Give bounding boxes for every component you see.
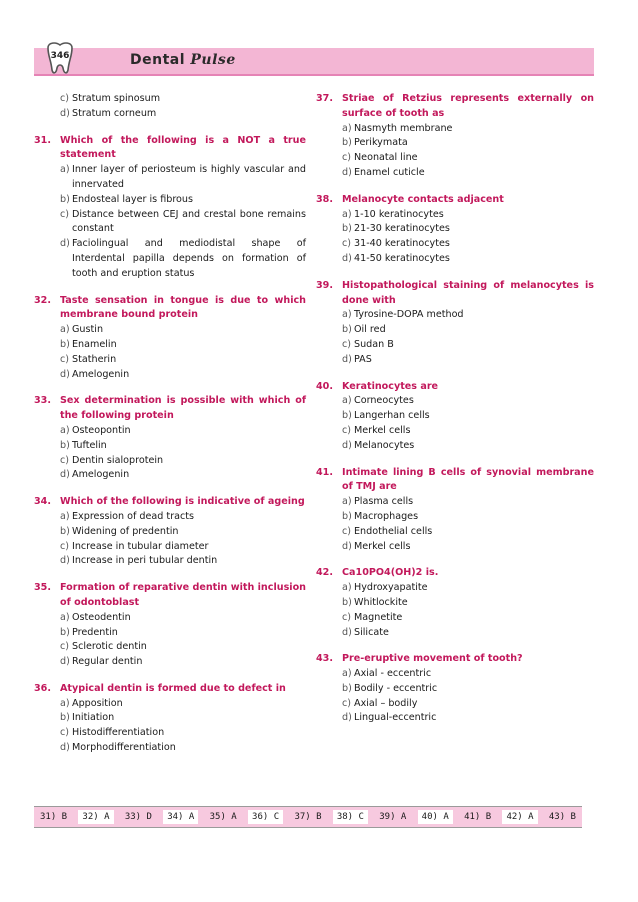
option xyxy=(60,208,306,238)
option-text: Regular dentin xyxy=(72,656,143,668)
answer-item: 35) A xyxy=(209,812,237,822)
option-text: Dentin sialoprotein xyxy=(72,454,164,466)
option xyxy=(60,711,306,726)
answer-item: 36) C xyxy=(248,810,283,824)
option-text: Corneocytes xyxy=(354,395,414,407)
option-text: PAS xyxy=(354,353,372,365)
option xyxy=(342,495,594,510)
question-block xyxy=(316,193,594,267)
option-text: Endothelial cells xyxy=(354,525,433,537)
option-text: Inner layer of periosteum is highly vascular and innervated xyxy=(72,164,306,190)
option xyxy=(60,540,306,555)
option xyxy=(342,394,594,409)
option-letter: c) xyxy=(60,727,70,739)
option-letter: d) xyxy=(60,368,70,380)
answer-item: 32) A xyxy=(78,810,113,824)
option-text: Initiation xyxy=(72,712,115,724)
question-text: Ca10PO4(OH)2 is. xyxy=(342,567,439,579)
question-number: 33. xyxy=(34,395,51,407)
option xyxy=(342,252,594,267)
option xyxy=(60,353,306,368)
option-letter: c) xyxy=(342,238,352,250)
question-block xyxy=(34,92,306,122)
question-block xyxy=(316,92,594,181)
option-letter: c) xyxy=(342,424,352,436)
option-text: Increase in peri tubular dentin xyxy=(72,555,218,567)
option-letter: a) xyxy=(342,122,352,134)
option-letter: a) xyxy=(60,164,70,176)
option-text: 1-10 keratinocytes xyxy=(354,208,444,220)
option-letter: d) xyxy=(60,469,70,481)
option xyxy=(60,323,306,338)
option xyxy=(342,424,594,439)
option-letter: a) xyxy=(342,395,352,407)
option xyxy=(60,726,306,741)
option-letter: a) xyxy=(342,668,352,680)
option-text: 41-50 keratinocytes xyxy=(354,252,450,264)
option-text: Widening of predentin xyxy=(72,525,179,537)
option-letter: b) xyxy=(60,193,70,205)
option xyxy=(60,611,306,626)
option-letter: d) xyxy=(60,742,70,754)
answer-item: 38) C xyxy=(333,810,368,824)
question-number: 38. xyxy=(316,193,333,205)
option xyxy=(60,468,306,483)
option-text: Merkel cells xyxy=(354,540,411,552)
question-block xyxy=(316,279,594,368)
option-text: Stratum spinosum xyxy=(72,93,161,104)
option xyxy=(60,107,306,122)
option-text: Melanocytes xyxy=(354,439,415,451)
option-text: 21-30 keratinocytes xyxy=(354,223,450,235)
option-letter: a) xyxy=(60,324,70,336)
option-letter: c) xyxy=(60,540,70,552)
option-letter: c) xyxy=(60,93,70,104)
option xyxy=(342,510,594,525)
option-letter: c) xyxy=(60,353,70,365)
question-block xyxy=(316,652,594,726)
option-letter: c) xyxy=(342,338,352,350)
option-text: Expression of dead tracts xyxy=(72,510,195,522)
question-number: 35. xyxy=(34,582,51,594)
option xyxy=(60,525,306,540)
option-letter: b) xyxy=(342,510,352,522)
question-text: Keratinocytes are xyxy=(342,380,439,392)
option-text: Tyrosine-DOPA method xyxy=(354,309,464,321)
question-text: Formation of reparative dentin with inclusion of odontoblast xyxy=(60,582,306,608)
option xyxy=(60,92,306,107)
option xyxy=(342,525,594,540)
option-text: Osteodentin xyxy=(72,611,131,623)
question-block xyxy=(316,380,594,454)
option-text: Sudan B xyxy=(354,338,394,350)
option-letter: b) xyxy=(60,525,70,537)
option-text: Silicate xyxy=(354,626,389,638)
option-text: Distance between CEJ and crestal bone remains constant xyxy=(72,208,306,235)
question-number: 42. xyxy=(316,567,333,579)
option-letter: a) xyxy=(60,510,70,522)
option-text: Morphodifferentiation xyxy=(72,742,176,754)
option-text: Merkel cells xyxy=(354,424,411,436)
question-text: Atypical dentin is formed due to defect in xyxy=(60,682,286,694)
answer-item: 31) B xyxy=(40,812,68,822)
option-letter: b) xyxy=(342,223,352,235)
option-text: Macrophages xyxy=(354,510,419,522)
option-text: Stratum corneum xyxy=(72,107,157,119)
option-letter: d) xyxy=(342,626,352,638)
option xyxy=(342,353,594,368)
option-text: Axial - eccentric xyxy=(354,668,432,680)
option-letter: b) xyxy=(342,410,352,422)
option xyxy=(342,166,594,181)
option-letter: d) xyxy=(342,540,352,552)
option xyxy=(60,338,306,353)
question-text: Which of the following is indicative of ageing xyxy=(60,496,305,508)
option xyxy=(60,439,306,454)
option-text: 31-40 keratinocytes xyxy=(354,238,450,250)
option xyxy=(342,323,594,338)
option xyxy=(342,308,594,323)
option xyxy=(60,454,306,469)
option-text: Hydroxyapatite xyxy=(354,582,428,594)
brand-prefix: Dental xyxy=(130,52,186,68)
option-letter: a) xyxy=(342,208,352,220)
option-text: Tuftelin xyxy=(72,439,107,451)
option xyxy=(60,237,306,281)
option xyxy=(342,151,594,166)
answer-item: 39) A xyxy=(379,812,407,822)
answer-item: 37) B xyxy=(294,812,322,822)
option-letter: c) xyxy=(342,697,352,709)
option-letter: b) xyxy=(342,596,352,608)
question-block xyxy=(34,134,306,282)
question-text: Melanocyte contacts adjacent xyxy=(342,193,504,205)
option-letter: d) xyxy=(60,238,70,250)
option-letter: b) xyxy=(60,712,70,724)
option-text: Oil red xyxy=(354,324,386,336)
question-number: 31. xyxy=(34,134,51,146)
question-number: 36. xyxy=(34,682,51,694)
option-text: Osteopontin xyxy=(72,424,131,436)
answer-key-bar xyxy=(34,806,582,828)
option-letter: b) xyxy=(60,439,70,451)
option xyxy=(60,424,306,439)
option-letter: a) xyxy=(60,424,70,436)
option xyxy=(342,439,594,454)
option-letter: a) xyxy=(60,611,70,623)
option-letter: b) xyxy=(342,682,352,694)
option-letter: c) xyxy=(342,152,352,164)
option-text: Faciolingual and mediodistal shape of Interdental papilla depends on formation of tooth and eruption status xyxy=(72,238,306,279)
option-text: Langerhan cells xyxy=(354,410,430,422)
question-number: 43. xyxy=(316,653,333,665)
option-text: Magnetite xyxy=(354,611,403,623)
option-letter: d) xyxy=(60,555,70,567)
option-letter: d) xyxy=(342,166,352,178)
option xyxy=(342,611,594,626)
option-text: Increase in tubular diameter xyxy=(72,540,209,552)
question-number: 39. xyxy=(316,279,333,291)
option-letter: a) xyxy=(342,309,352,321)
option xyxy=(342,596,594,611)
left-column xyxy=(34,92,306,768)
answer-item: 43) B xyxy=(548,812,576,822)
question-block xyxy=(34,394,306,483)
option xyxy=(342,237,594,252)
option-text: Apposition xyxy=(72,697,123,709)
option-text: Enamelin xyxy=(72,338,117,350)
question-number: 32. xyxy=(34,294,51,306)
answer-item: 41) B xyxy=(464,812,492,822)
option xyxy=(60,510,306,525)
option-text: Bodily - eccentric xyxy=(354,682,438,694)
option-letter: d) xyxy=(342,252,352,264)
option-text: Nasmyth membrane xyxy=(354,122,453,134)
option-letter: c) xyxy=(60,208,70,220)
page-number: 346 xyxy=(50,51,70,61)
question-text: Histopathological staining of melanocytes is done with xyxy=(342,279,594,306)
answer-item: 42) A xyxy=(502,810,537,824)
question-text: Pre-eruptive movement of tooth? xyxy=(342,653,523,665)
option-text: Amelogenin xyxy=(72,368,130,380)
option xyxy=(60,741,306,756)
option xyxy=(342,208,594,223)
option-letter: b) xyxy=(60,338,70,350)
option xyxy=(342,711,594,726)
option xyxy=(60,626,306,641)
answer-item: 34) A xyxy=(163,810,198,824)
question-block xyxy=(34,495,306,569)
option xyxy=(342,697,594,712)
option-letter: a) xyxy=(60,697,70,709)
answer-item: 33) D xyxy=(124,812,152,822)
brand-title xyxy=(130,52,236,68)
question-block xyxy=(316,566,594,640)
option-text: Statherin xyxy=(72,353,117,365)
question-block xyxy=(34,682,306,756)
option-text: Lingual-eccentric xyxy=(354,712,437,724)
answer-item: 40) A xyxy=(418,810,453,824)
question-number: 40. xyxy=(316,380,333,392)
option xyxy=(60,193,306,208)
option xyxy=(342,667,594,682)
option-letter: b) xyxy=(342,324,352,336)
question-block xyxy=(316,466,594,555)
question-text: Taste sensation in tongue is due to which membrane bound protein xyxy=(60,294,306,321)
page-header xyxy=(34,44,594,80)
option-letter: c) xyxy=(60,641,70,653)
option-text: Predentin xyxy=(72,626,118,638)
option xyxy=(342,540,594,555)
option-text: Perikymata xyxy=(354,137,408,149)
option-text: Axial – bodily xyxy=(354,697,418,709)
option-letter: d) xyxy=(342,439,352,451)
option xyxy=(342,626,594,641)
option-letter: b) xyxy=(342,137,352,149)
option-text: Sclerotic dentin xyxy=(72,641,147,653)
option-letter: b) xyxy=(60,626,70,638)
option xyxy=(342,338,594,353)
header-bar xyxy=(34,48,594,76)
option xyxy=(60,697,306,712)
option-text: Gustin xyxy=(72,324,104,336)
option-letter: a) xyxy=(342,496,352,508)
option xyxy=(342,122,594,137)
option-letter: d) xyxy=(60,107,70,119)
option xyxy=(60,163,306,193)
option xyxy=(342,682,594,697)
option-text: Endosteal layer is fibrous xyxy=(72,193,194,205)
option-text: Plasma cells xyxy=(354,496,414,508)
option-letter: d) xyxy=(342,712,352,724)
right-column xyxy=(316,92,594,738)
question-text: Which of the following is a NOT a true statement xyxy=(60,134,306,161)
option-letter: c) xyxy=(342,525,352,537)
question-text: Intimate lining B cells of synovial membrane of TMJ are xyxy=(342,466,594,493)
question-text: Sex determination is possible with which of the following protein xyxy=(60,395,306,422)
option xyxy=(342,136,594,151)
option-text: Neonatal line xyxy=(354,152,418,164)
question-number: 34. xyxy=(34,496,51,508)
option-letter: c) xyxy=(342,611,352,623)
question-block xyxy=(34,581,306,670)
option-letter: a) xyxy=(342,582,352,594)
option-letter: d) xyxy=(60,656,70,668)
option xyxy=(60,368,306,383)
question-number: 41. xyxy=(316,466,333,478)
option xyxy=(60,640,306,655)
option xyxy=(342,409,594,424)
question-block xyxy=(34,294,306,383)
option xyxy=(342,581,594,596)
option xyxy=(342,222,594,237)
option-text: Histodifferentiation xyxy=(72,727,165,739)
brand-suffix: Pulse xyxy=(190,52,236,68)
question-number: 37. xyxy=(316,93,333,104)
option-text: Enamel cuticle xyxy=(354,166,425,178)
option-text: Whitlockite xyxy=(354,596,408,608)
question-text: Striae of Retzius represents externally on surface of tooth as xyxy=(342,93,594,119)
option xyxy=(60,554,306,569)
option-text: Amelogenin xyxy=(72,469,130,481)
option-letter: d) xyxy=(342,353,352,365)
option-letter: c) xyxy=(60,454,70,466)
option xyxy=(60,655,306,670)
